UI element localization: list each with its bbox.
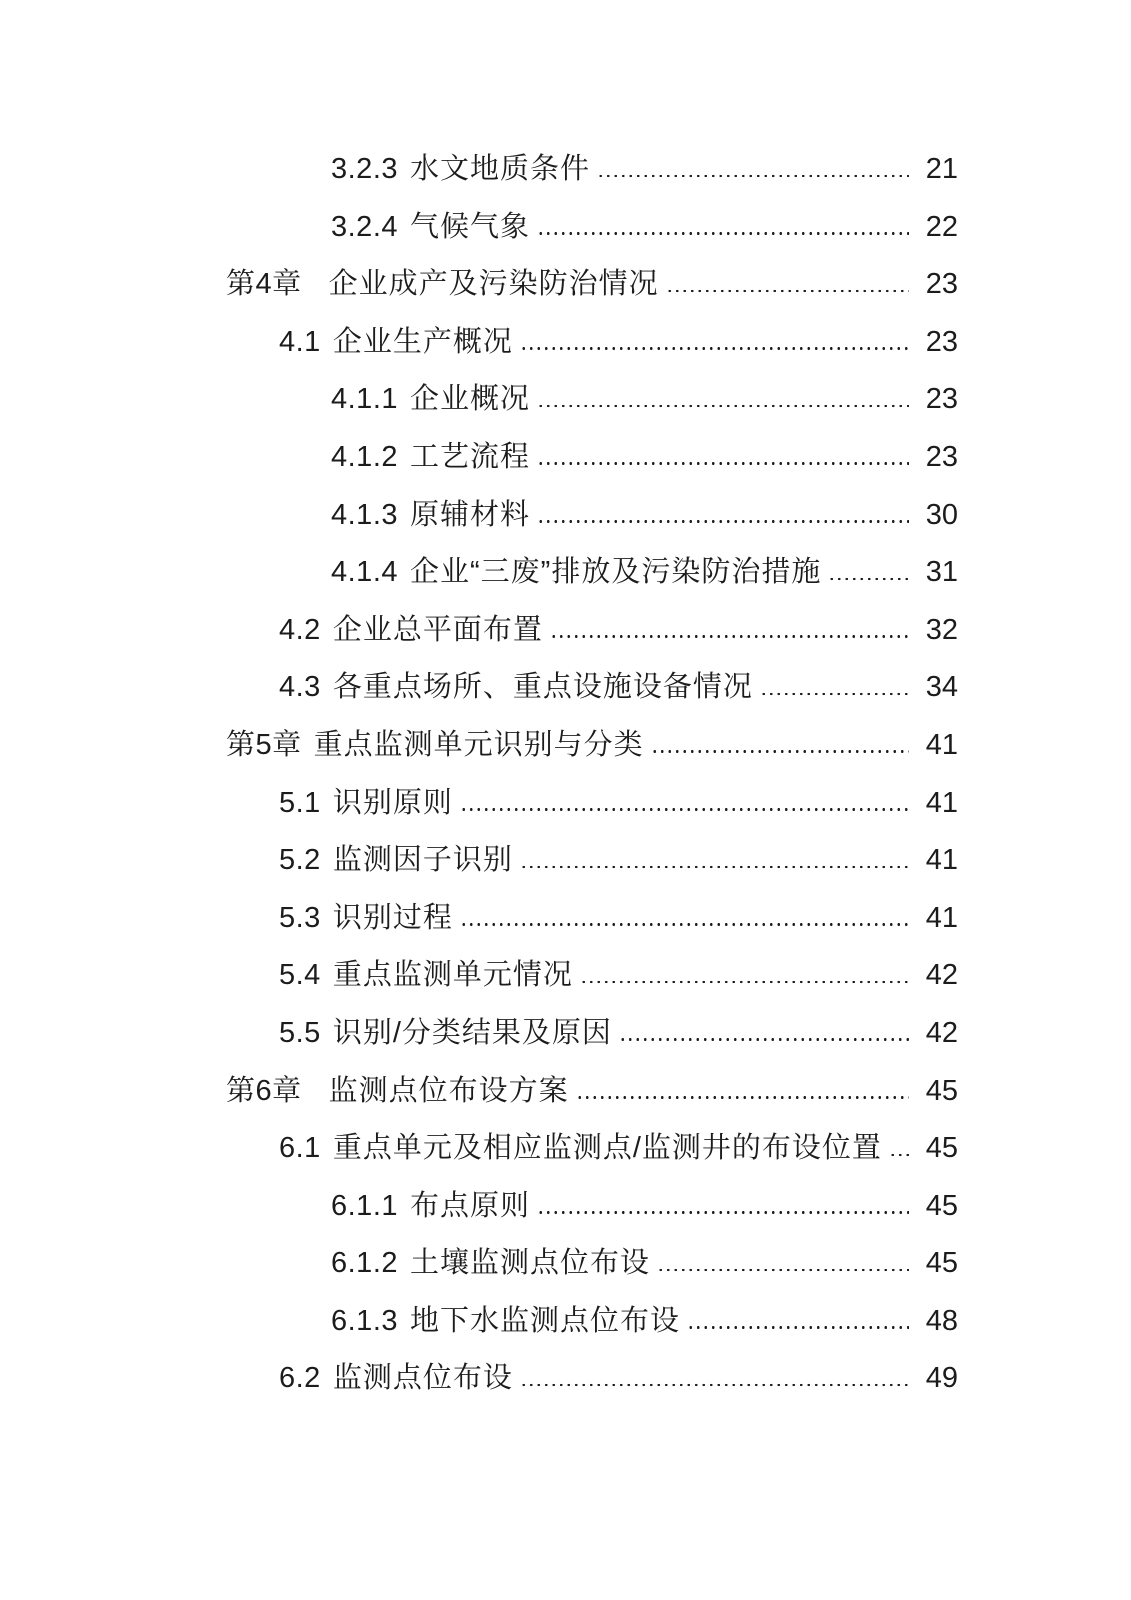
toc-entry-title: 重点监测单元识别与分类 xyxy=(313,728,644,761)
toc-entry-title: 布点原则 xyxy=(410,1189,531,1222)
toc-entry-number: 5.5 xyxy=(279,1016,321,1049)
toc-entry[interactable] xyxy=(0,600,1131,658)
toc-entry-page: 45 xyxy=(925,1247,958,1280)
toc-entry-title: 企业总平面布置 xyxy=(332,613,543,646)
toc-entry[interactable] xyxy=(0,888,1131,946)
dot-leader xyxy=(580,976,909,984)
toc-entry-number: 6.1 xyxy=(279,1132,321,1165)
dot-leader xyxy=(597,170,909,178)
toc-entry-title: 企业“三废”排放及污染防治措施 xyxy=(410,556,822,589)
toc-entry-title: 工艺流程 xyxy=(410,440,531,473)
toc-entry-title: 重点监测单元情况 xyxy=(332,959,573,992)
toc-entry-number: 第5章 xyxy=(226,728,302,761)
toc-entry-page: 45 xyxy=(925,1132,958,1165)
toc-entry[interactable] xyxy=(0,1061,1131,1119)
toc-entry-title: 企业概况 xyxy=(410,383,531,416)
toc-entry[interactable] xyxy=(0,369,1131,427)
toc-entry-page: 23 xyxy=(925,383,958,416)
toc-entry-number: 5.1 xyxy=(279,786,321,819)
toc-entry[interactable] xyxy=(0,254,1131,312)
toc-entry-page: 45 xyxy=(925,1189,958,1222)
toc-entry[interactable] xyxy=(0,1118,1131,1176)
toc-entry-title: 企业生产概况 xyxy=(332,325,513,358)
dot-leader xyxy=(828,573,909,581)
dot-leader xyxy=(687,1322,909,1330)
toc-entry-page: 30 xyxy=(925,498,958,531)
toc-entry-page: 48 xyxy=(925,1304,958,1337)
dot-leader xyxy=(576,1092,909,1100)
toc-entry-page: 34 xyxy=(925,671,958,704)
toc-entry-number: 4.1.2 xyxy=(331,440,398,473)
toc-entry-title: 监测因子识别 xyxy=(332,844,513,877)
toc-entry-page: 32 xyxy=(925,613,958,646)
toc-entry-number: 3.2.3 xyxy=(331,153,398,185)
toc-entry-page: 41 xyxy=(925,728,958,761)
toc-entry-title: 原辅材料 xyxy=(410,498,531,531)
toc-entry[interactable] xyxy=(0,197,1131,255)
toc-entry-page: 41 xyxy=(925,786,958,819)
toc-entry-number: 6.1.1 xyxy=(331,1189,398,1222)
toc-entry-title: 重点单元及相应监测点/监测井的布设位置 xyxy=(332,1132,882,1165)
toc-entry-number: 6.2 xyxy=(279,1362,321,1395)
toc-entry-page: 21 xyxy=(925,153,958,185)
toc-entry-title: 识别/分类结果及原因 xyxy=(332,1016,612,1049)
dot-leader xyxy=(760,688,909,696)
toc-entry-number: 6.1.3 xyxy=(331,1304,398,1337)
toc-entry-title: 地下水监测点位布设 xyxy=(410,1304,681,1337)
toc-entry[interactable] xyxy=(0,542,1131,600)
toc-entry[interactable] xyxy=(0,1176,1131,1234)
toc-entry-title: 监测点位布设方案 xyxy=(328,1074,569,1107)
toc-entry-page: 45 xyxy=(925,1074,958,1107)
toc-entry-page: 23 xyxy=(925,268,958,301)
toc-entry-number: 3.2.4 xyxy=(331,210,398,243)
toc-entry-title: 各重点场所、重点设施设备情况 xyxy=(332,671,753,704)
toc-entry-page: 23 xyxy=(925,325,958,358)
toc-entry-number: 第4章 xyxy=(226,268,302,301)
toc-entry-number: 4.1 xyxy=(279,325,321,358)
toc-entry-page: 31 xyxy=(925,556,958,589)
toc-entry-number: 4.3 xyxy=(279,671,321,704)
toc-entry-number: 4.2 xyxy=(279,613,321,646)
toc-entry-page: 41 xyxy=(925,901,958,934)
dot-leader xyxy=(520,1379,909,1387)
toc-entry[interactable] xyxy=(0,139,1131,197)
toc-entry[interactable] xyxy=(0,1348,1131,1406)
dot-leader xyxy=(460,804,909,812)
dot-leader xyxy=(619,1034,909,1042)
toc-entry[interactable] xyxy=(0,1003,1131,1061)
dot-leader xyxy=(550,631,909,639)
toc-entry[interactable] xyxy=(0,1291,1131,1349)
dot-leader xyxy=(537,228,909,236)
toc-entry[interactable] xyxy=(0,773,1131,831)
toc-entry[interactable] xyxy=(0,312,1131,370)
toc-entry-page: 23 xyxy=(925,440,958,473)
dot-leader xyxy=(657,1264,909,1272)
dot-leader xyxy=(666,285,909,293)
toc-entry[interactable] xyxy=(0,830,1131,888)
toc-entry-number: 4.1.1 xyxy=(331,383,398,416)
toc-entry[interactable] xyxy=(0,945,1131,1003)
toc-entry-number: 5.3 xyxy=(279,901,321,934)
toc-entry-number: 5.4 xyxy=(279,959,321,992)
toc-entry-title: 水文地质条件 xyxy=(410,153,591,185)
dot-leader xyxy=(537,400,909,408)
toc-entry-page: 22 xyxy=(925,210,958,243)
dot-leader xyxy=(537,458,909,466)
toc-entry[interactable] xyxy=(0,657,1131,715)
dot-leader xyxy=(889,1149,909,1157)
dot-leader xyxy=(651,746,909,754)
dot-leader xyxy=(537,516,909,524)
table-of-contents xyxy=(0,139,1131,1406)
toc-entry-number: 第6章 xyxy=(226,1074,302,1107)
dot-leader xyxy=(520,343,909,351)
dot-leader xyxy=(460,919,909,927)
toc-entry-title: 识别过程 xyxy=(332,901,453,934)
toc-entry-title: 监测点位布设 xyxy=(332,1362,513,1395)
toc-entry[interactable] xyxy=(0,485,1131,543)
toc-entry-page: 49 xyxy=(925,1362,958,1395)
toc-entry-page: 42 xyxy=(925,1016,958,1049)
toc-entry-number: 4.1.3 xyxy=(331,498,398,531)
toc-entry-number: 5.2 xyxy=(279,844,321,877)
toc-entry-title: 土壤监测点位布设 xyxy=(410,1247,651,1280)
dot-leader xyxy=(537,1207,909,1215)
toc-entry-number: 6.1.2 xyxy=(331,1247,398,1280)
toc-entry-title: 识别原则 xyxy=(332,786,453,819)
dot-leader xyxy=(520,861,909,869)
toc-entry-page: 42 xyxy=(925,959,958,992)
toc-entry[interactable] xyxy=(0,715,1131,773)
toc-entry-page: 41 xyxy=(925,844,958,877)
toc-entry-number: 4.1.4 xyxy=(331,556,398,589)
toc-entry[interactable] xyxy=(0,1233,1131,1291)
toc-entry-title: 气候气象 xyxy=(410,210,531,243)
toc-entry[interactable] xyxy=(0,427,1131,485)
toc-entry-title: 企业成产及污染防治情况 xyxy=(328,268,659,301)
